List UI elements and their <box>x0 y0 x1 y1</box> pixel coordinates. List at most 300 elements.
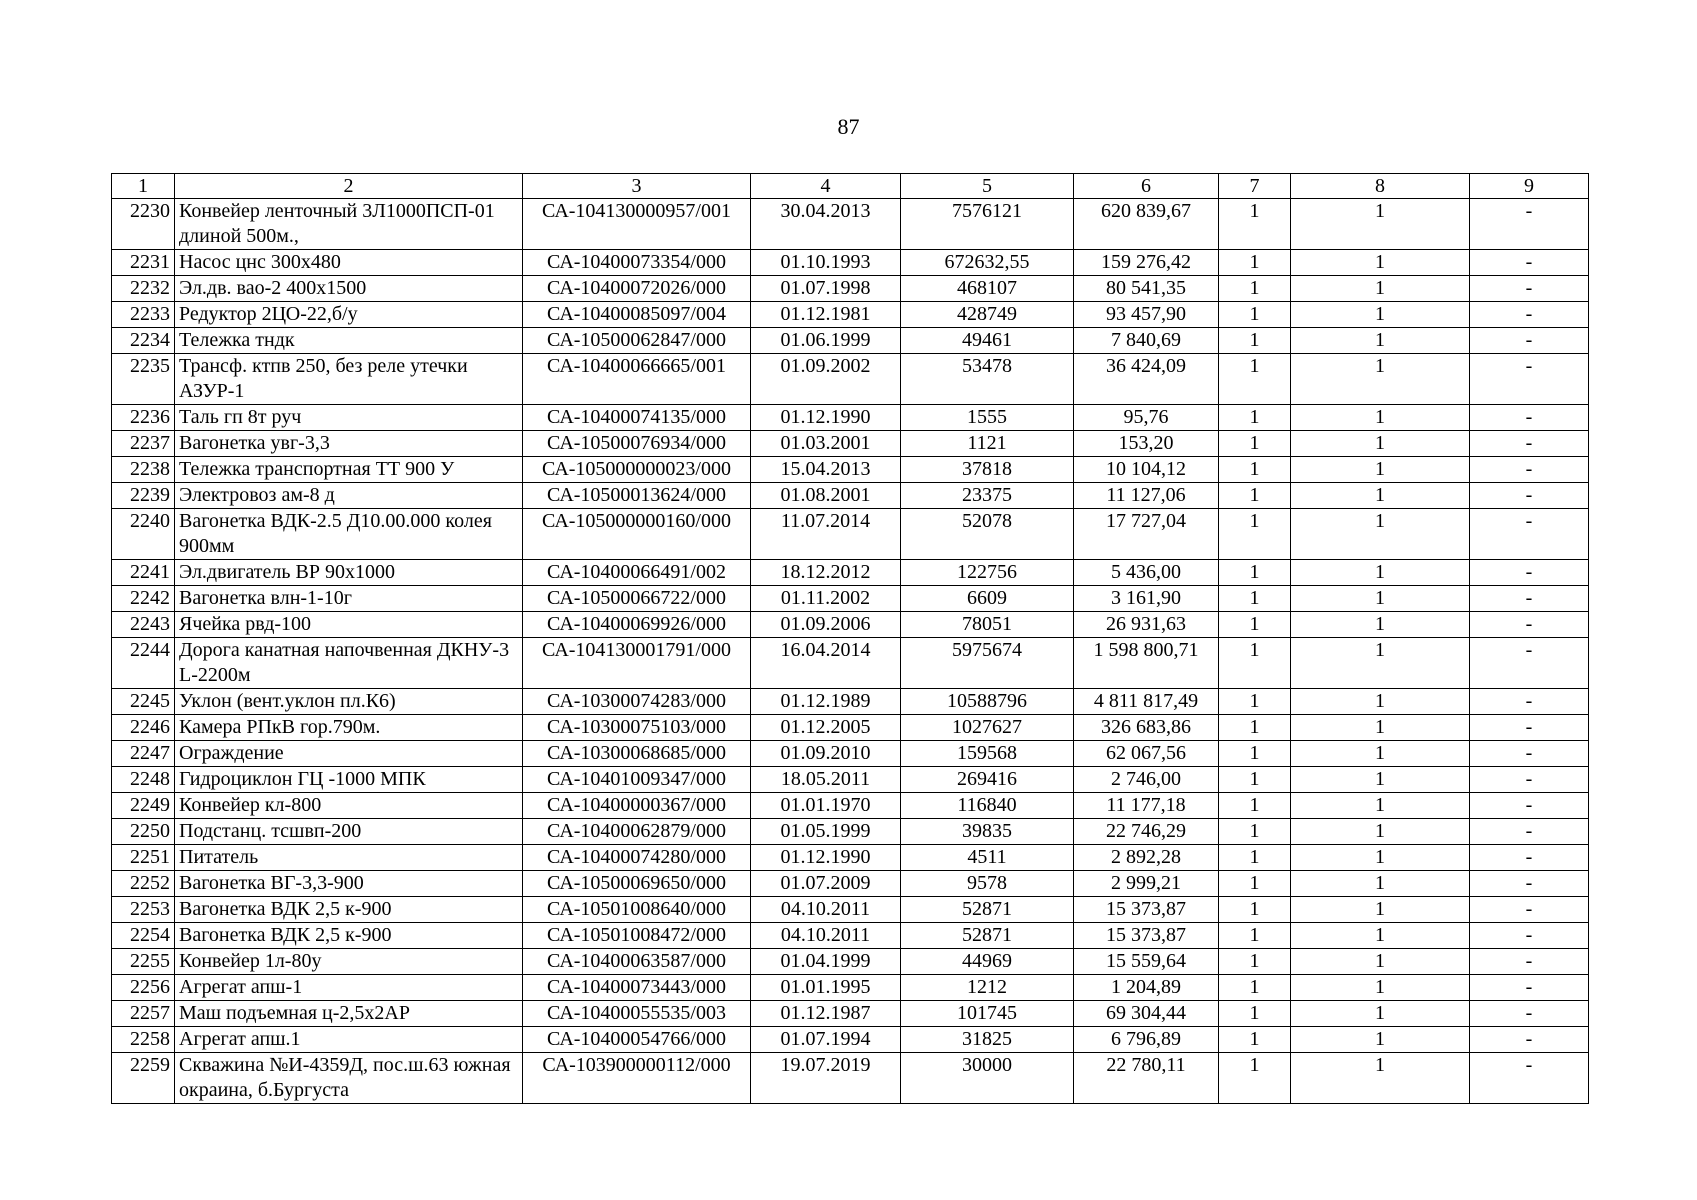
row-number-cell: 2242 <box>112 586 175 612</box>
date-cell: 16.04.2014 <box>751 638 901 689</box>
quantity-cell: 1 <box>1291 560 1470 586</box>
initial-cost-cell: 122756 <box>901 560 1074 586</box>
table-row <box>112 457 1589 483</box>
inventory-number-cell: СА-10400073354/000 <box>523 250 751 276</box>
initial-cost-cell: 49461 <box>901 328 1074 354</box>
quantity-cell: 1 <box>1219 612 1291 638</box>
date-cell: 01.09.2002 <box>751 354 901 405</box>
quantity-cell: 1 <box>1219 715 1291 741</box>
date-cell: 11.07.2014 <box>751 509 901 560</box>
inventory-number-cell: СА-104130001791/000 <box>523 638 751 689</box>
residual-cost-cell: 326 683,86 <box>1074 715 1219 741</box>
table-row <box>112 328 1589 354</box>
column-header: 8 <box>1291 174 1470 199</box>
quantity-cell: 1 <box>1219 1053 1291 1104</box>
quantity-cell: 1 <box>1291 276 1470 302</box>
residual-cost-cell: 22 746,29 <box>1074 819 1219 845</box>
quantity-cell: 1 <box>1219 1001 1291 1027</box>
inventory-number-cell: СА-10400069926/000 <box>523 612 751 638</box>
quantity-cell: 1 <box>1291 975 1470 1001</box>
item-name-cell: Эл.дв. вао-2 400х1500 <box>175 276 523 302</box>
table-row <box>112 741 1589 767</box>
inventory-number-cell: СА-10400055535/003 <box>523 1001 751 1027</box>
initial-cost-cell: 6609 <box>901 586 1074 612</box>
table-row <box>112 354 1589 405</box>
column-header: 1 <box>112 174 175 199</box>
date-cell: 01.12.2005 <box>751 715 901 741</box>
note-cell: - <box>1470 793 1589 819</box>
inventory-number-cell: СА-10400085097/004 <box>523 302 751 328</box>
quantity-cell: 1 <box>1219 975 1291 1001</box>
note-cell: - <box>1470 457 1589 483</box>
date-cell: 01.09.2006 <box>751 612 901 638</box>
row-number-cell: 2243 <box>112 612 175 638</box>
quantity-cell: 1 <box>1291 199 1470 250</box>
note-cell: - <box>1470 586 1589 612</box>
item-name-cell: Подстанц. тсшвп-200 <box>175 819 523 845</box>
quantity-cell: 1 <box>1219 483 1291 509</box>
initial-cost-cell: 7576121 <box>901 199 1074 250</box>
quantity-cell: 1 <box>1219 741 1291 767</box>
item-name-cell: Маш подъемная ц-2,5х2АР <box>175 1001 523 1027</box>
row-number-cell: 2250 <box>112 819 175 845</box>
initial-cost-cell: 52871 <box>901 897 1074 923</box>
row-number-cell: 2248 <box>112 767 175 793</box>
table-row <box>112 638 1589 689</box>
date-cell: 01.07.1994 <box>751 1027 901 1053</box>
date-cell: 01.05.1999 <box>751 819 901 845</box>
column-header: 3 <box>523 174 751 199</box>
date-cell: 01.01.1995 <box>751 975 901 1001</box>
residual-cost-cell: 5 436,00 <box>1074 560 1219 586</box>
note-cell: - <box>1470 923 1589 949</box>
table-row <box>112 871 1589 897</box>
quantity-cell: 1 <box>1219 845 1291 871</box>
quantity-cell: 1 <box>1291 923 1470 949</box>
residual-cost-cell: 62 067,56 <box>1074 741 1219 767</box>
note-cell: - <box>1470 250 1589 276</box>
quantity-cell: 1 <box>1219 560 1291 586</box>
date-cell: 04.10.2011 <box>751 923 901 949</box>
note-cell: - <box>1470 819 1589 845</box>
table-row <box>112 923 1589 949</box>
quantity-cell: 1 <box>1291 689 1470 715</box>
row-number-cell: 2256 <box>112 975 175 1001</box>
residual-cost-cell: 6 796,89 <box>1074 1027 1219 1053</box>
item-name-cell: Питатель <box>175 845 523 871</box>
note-cell: - <box>1470 871 1589 897</box>
row-number-cell: 2244 <box>112 638 175 689</box>
residual-cost-cell: 7 840,69 <box>1074 328 1219 354</box>
initial-cost-cell: 1027627 <box>901 715 1074 741</box>
quantity-cell: 1 <box>1291 715 1470 741</box>
inventory-number-cell: СА-103900000112/000 <box>523 1053 751 1104</box>
item-name-cell: Эл.двигатель ВР 90х1000 <box>175 560 523 586</box>
residual-cost-cell: 36 424,09 <box>1074 354 1219 405</box>
table-row <box>112 1027 1589 1053</box>
initial-cost-cell: 269416 <box>901 767 1074 793</box>
note-cell: - <box>1470 405 1589 431</box>
inventory-number-cell: СА-10501008640/000 <box>523 897 751 923</box>
inventory-number-cell: СА-10500066722/000 <box>523 586 751 612</box>
item-name-cell: Агрегат апш-1 <box>175 975 523 1001</box>
item-name-cell: Дорога канатная напочвенная ДКНУ-3 L-2200м <box>175 638 523 689</box>
row-number-cell: 2232 <box>112 276 175 302</box>
date-cell: 01.08.2001 <box>751 483 901 509</box>
inventory-number-cell: СА-10300075103/000 <box>523 715 751 741</box>
inventory-number-cell: СА-10400054766/000 <box>523 1027 751 1053</box>
initial-cost-cell: 428749 <box>901 302 1074 328</box>
quantity-cell: 1 <box>1291 1001 1470 1027</box>
inventory-number-cell: СА-10500013624/000 <box>523 483 751 509</box>
quantity-cell: 1 <box>1219 819 1291 845</box>
inventory-number-cell: СА-10400062879/000 <box>523 819 751 845</box>
item-name-cell: Насос цнс 300х480 <box>175 250 523 276</box>
table-row <box>112 483 1589 509</box>
item-name-cell: Трансф. ктпв 250, без реле утечки АЗУР-1 <box>175 354 523 405</box>
note-cell: - <box>1470 1001 1589 1027</box>
quantity-cell: 1 <box>1219 923 1291 949</box>
table-row <box>112 975 1589 1001</box>
residual-cost-cell: 17 727,04 <box>1074 509 1219 560</box>
quantity-cell: 1 <box>1291 897 1470 923</box>
item-name-cell: Электровоз ам-8 д <box>175 483 523 509</box>
row-number-cell: 2251 <box>112 845 175 871</box>
inventory-number-cell: СА-10400063587/000 <box>523 949 751 975</box>
table-row <box>112 689 1589 715</box>
row-number-cell: 2246 <box>112 715 175 741</box>
item-name-cell: Гидроциклон ГЦ -1000 МПК <box>175 767 523 793</box>
row-number-cell: 2249 <box>112 793 175 819</box>
initial-cost-cell: 52871 <box>901 923 1074 949</box>
residual-cost-cell: 69 304,44 <box>1074 1001 1219 1027</box>
row-number-cell: 2241 <box>112 560 175 586</box>
initial-cost-cell: 468107 <box>901 276 1074 302</box>
initial-cost-cell: 159568 <box>901 741 1074 767</box>
note-cell: - <box>1470 483 1589 509</box>
residual-cost-cell: 15 373,87 <box>1074 897 1219 923</box>
note-cell: - <box>1470 741 1589 767</box>
inventory-number-cell: СА-10400072026/000 <box>523 276 751 302</box>
table-row <box>112 1001 1589 1027</box>
quantity-cell: 1 <box>1291 586 1470 612</box>
quantity-cell: 1 <box>1291 638 1470 689</box>
item-name-cell: Таль гп 8т руч <box>175 405 523 431</box>
date-cell: 01.11.2002 <box>751 586 901 612</box>
date-cell: 01.09.2010 <box>751 741 901 767</box>
inventory-number-cell: СА-10500069650/000 <box>523 871 751 897</box>
note-cell: - <box>1470 689 1589 715</box>
quantity-cell: 1 <box>1291 509 1470 560</box>
quantity-cell: 1 <box>1219 586 1291 612</box>
note-cell: - <box>1470 509 1589 560</box>
row-number-cell: 2240 <box>112 509 175 560</box>
column-header-row <box>112 174 1589 199</box>
quantity-cell: 1 <box>1291 949 1470 975</box>
residual-cost-cell: 1 598 800,71 <box>1074 638 1219 689</box>
initial-cost-cell: 1121 <box>901 431 1074 457</box>
initial-cost-cell: 1555 <box>901 405 1074 431</box>
inventory-table <box>111 173 1589 1104</box>
residual-cost-cell: 93 457,90 <box>1074 302 1219 328</box>
quantity-cell: 1 <box>1291 483 1470 509</box>
initial-cost-cell: 44969 <box>901 949 1074 975</box>
residual-cost-cell: 4 811 817,49 <box>1074 689 1219 715</box>
date-cell: 19.07.2019 <box>751 1053 901 1104</box>
date-cell: 01.07.1998 <box>751 276 901 302</box>
column-header: 6 <box>1074 174 1219 199</box>
quantity-cell: 1 <box>1219 949 1291 975</box>
quantity-cell: 1 <box>1219 405 1291 431</box>
residual-cost-cell: 2 746,00 <box>1074 767 1219 793</box>
item-name-cell: Вагонетка ВГ-3,3-900 <box>175 871 523 897</box>
initial-cost-cell: 672632,55 <box>901 250 1074 276</box>
inventory-number-cell: СА-105000000160/000 <box>523 509 751 560</box>
note-cell: - <box>1470 431 1589 457</box>
table-body <box>112 199 1589 1104</box>
table-row <box>112 612 1589 638</box>
item-name-cell: Уклон (вент.уклон пл.К6) <box>175 689 523 715</box>
quantity-cell: 1 <box>1219 199 1291 250</box>
column-header: 2 <box>175 174 523 199</box>
table-row <box>112 509 1589 560</box>
item-name-cell: Конвейер кл-800 <box>175 793 523 819</box>
date-cell: 01.12.1981 <box>751 302 901 328</box>
row-number-cell: 2257 <box>112 1001 175 1027</box>
item-name-cell: Вагонетка ВДК-2.5 Д10.00.000 колея 900мм <box>175 509 523 560</box>
table-row <box>112 819 1589 845</box>
row-number-cell: 2234 <box>112 328 175 354</box>
residual-cost-cell: 620 839,67 <box>1074 199 1219 250</box>
date-cell: 01.07.2009 <box>751 871 901 897</box>
quantity-cell: 1 <box>1219 638 1291 689</box>
residual-cost-cell: 2 999,21 <box>1074 871 1219 897</box>
residual-cost-cell: 2 892,28 <box>1074 845 1219 871</box>
row-number-cell: 2258 <box>112 1027 175 1053</box>
initial-cost-cell: 78051 <box>901 612 1074 638</box>
initial-cost-cell: 116840 <box>901 793 1074 819</box>
initial-cost-cell: 4511 <box>901 845 1074 871</box>
date-cell: 18.05.2011 <box>751 767 901 793</box>
residual-cost-cell: 11 177,18 <box>1074 793 1219 819</box>
note-cell: - <box>1470 949 1589 975</box>
note-cell: - <box>1470 354 1589 405</box>
table-row <box>112 302 1589 328</box>
quantity-cell: 1 <box>1291 767 1470 793</box>
quantity-cell: 1 <box>1291 405 1470 431</box>
item-name-cell: Камера РПкВ гор.790м. <box>175 715 523 741</box>
table-row <box>112 949 1589 975</box>
item-name-cell: Тележка транспортная ТТ 900 У <box>175 457 523 483</box>
date-cell: 01.12.1990 <box>751 845 901 871</box>
item-name-cell: Вагонетка увг-3,3 <box>175 431 523 457</box>
inventory-number-cell: СА-105000000023/000 <box>523 457 751 483</box>
column-header: 7 <box>1219 174 1291 199</box>
residual-cost-cell: 95,76 <box>1074 405 1219 431</box>
row-number-cell: 2245 <box>112 689 175 715</box>
note-cell: - <box>1470 302 1589 328</box>
quantity-cell: 1 <box>1291 741 1470 767</box>
residual-cost-cell: 159 276,42 <box>1074 250 1219 276</box>
row-number-cell: 2255 <box>112 949 175 975</box>
item-name-cell: Конвейер ленточный 3Л1000ПСП-01 длиной 500м., <box>175 199 523 250</box>
table-row <box>112 897 1589 923</box>
note-cell: - <box>1470 715 1589 741</box>
row-number-cell: 2252 <box>112 871 175 897</box>
quantity-cell: 1 <box>1291 793 1470 819</box>
residual-cost-cell: 22 780,11 <box>1074 1053 1219 1104</box>
inventory-number-cell: СА-10400074280/000 <box>523 845 751 871</box>
column-header: 9 <box>1470 174 1589 199</box>
inventory-number-cell: СА-10300074283/000 <box>523 689 751 715</box>
quantity-cell: 1 <box>1219 276 1291 302</box>
date-cell: 30.04.2013 <box>751 199 901 250</box>
inventory-number-cell: СА-10500076934/000 <box>523 431 751 457</box>
initial-cost-cell: 101745 <box>901 1001 1074 1027</box>
quantity-cell: 1 <box>1219 431 1291 457</box>
column-header: 5 <box>901 174 1074 199</box>
quantity-cell: 1 <box>1291 250 1470 276</box>
quantity-cell: 1 <box>1219 354 1291 405</box>
item-name-cell: Конвейер 1л-80у <box>175 949 523 975</box>
quantity-cell: 1 <box>1291 871 1470 897</box>
inventory-number-cell: СА-10500062847/000 <box>523 328 751 354</box>
initial-cost-cell: 37818 <box>901 457 1074 483</box>
quantity-cell: 1 <box>1219 302 1291 328</box>
initial-cost-cell: 1212 <box>901 975 1074 1001</box>
table-row <box>112 586 1589 612</box>
quantity-cell: 1 <box>1219 457 1291 483</box>
table-row <box>112 560 1589 586</box>
initial-cost-cell: 23375 <box>901 483 1074 509</box>
item-name-cell: Вагонетка ВДК 2,5 к-900 <box>175 897 523 923</box>
note-cell: - <box>1470 975 1589 1001</box>
table-row <box>112 405 1589 431</box>
table-row <box>112 1053 1589 1104</box>
note-cell: - <box>1470 199 1589 250</box>
note-cell: - <box>1470 612 1589 638</box>
note-cell: - <box>1470 845 1589 871</box>
inventory-number-cell: СА-10400000367/000 <box>523 793 751 819</box>
item-name-cell: Редуктор 2ЦО-22,б/у <box>175 302 523 328</box>
date-cell: 01.04.1999 <box>751 949 901 975</box>
note-cell: - <box>1470 897 1589 923</box>
note-cell: - <box>1470 560 1589 586</box>
inventory-number-cell: СА-104130000957/001 <box>523 199 751 250</box>
inventory-number-cell: СА-10400074135/000 <box>523 405 751 431</box>
row-number-cell: 2239 <box>112 483 175 509</box>
quantity-cell: 1 <box>1219 1027 1291 1053</box>
date-cell: 01.03.2001 <box>751 431 901 457</box>
residual-cost-cell: 15 559,64 <box>1074 949 1219 975</box>
page-number: 87 <box>837 114 860 139</box>
residual-cost-cell: 26 931,63 <box>1074 612 1219 638</box>
row-number-cell: 2253 <box>112 897 175 923</box>
item-name-cell: Ячейка рвд-100 <box>175 612 523 638</box>
initial-cost-cell: 9578 <box>901 871 1074 897</box>
residual-cost-cell: 11 127,06 <box>1074 483 1219 509</box>
table-row <box>112 845 1589 871</box>
row-number-cell: 2238 <box>112 457 175 483</box>
quantity-cell: 1 <box>1219 897 1291 923</box>
table-row <box>112 793 1589 819</box>
table-row <box>112 431 1589 457</box>
inventory-number-cell: СА-10300068685/000 <box>523 741 751 767</box>
residual-cost-cell: 15 373,87 <box>1074 923 1219 949</box>
row-number-cell: 2254 <box>112 923 175 949</box>
residual-cost-cell: 3 161,90 <box>1074 586 1219 612</box>
quantity-cell: 1 <box>1291 819 1470 845</box>
initial-cost-cell: 53478 <box>901 354 1074 405</box>
row-number-cell: 2233 <box>112 302 175 328</box>
date-cell: 01.06.1999 <box>751 328 901 354</box>
item-name-cell: Агрегат апш.1 <box>175 1027 523 1053</box>
date-cell: 01.12.1990 <box>751 405 901 431</box>
inventory-number-cell: СА-10501008472/000 <box>523 923 751 949</box>
residual-cost-cell: 80 541,35 <box>1074 276 1219 302</box>
table-row <box>112 767 1589 793</box>
table-row <box>112 276 1589 302</box>
inventory-number-cell: СА-10401009347/000 <box>523 767 751 793</box>
quantity-cell: 1 <box>1291 1027 1470 1053</box>
quantity-cell: 1 <box>1291 457 1470 483</box>
table-row <box>112 199 1589 250</box>
note-cell: - <box>1470 638 1589 689</box>
date-cell: 01.01.1970 <box>751 793 901 819</box>
row-number-cell: 2235 <box>112 354 175 405</box>
quantity-cell: 1 <box>1291 612 1470 638</box>
item-name-cell: Ограждение <box>175 741 523 767</box>
quantity-cell: 1 <box>1291 431 1470 457</box>
quantity-cell: 1 <box>1291 1053 1470 1104</box>
quantity-cell: 1 <box>1219 689 1291 715</box>
inventory-number-cell: СА-10400066665/001 <box>523 354 751 405</box>
item-name-cell: Вагонетка влн-1-10г <box>175 586 523 612</box>
initial-cost-cell: 39835 <box>901 819 1074 845</box>
initial-cost-cell: 52078 <box>901 509 1074 560</box>
quantity-cell: 1 <box>1219 509 1291 560</box>
note-cell: - <box>1470 767 1589 793</box>
item-name-cell: Тележка тндк <box>175 328 523 354</box>
quantity-cell: 1 <box>1291 302 1470 328</box>
date-cell: 04.10.2011 <box>751 897 901 923</box>
initial-cost-cell: 31825 <box>901 1027 1074 1053</box>
item-name-cell: Вагонетка ВДК 2,5 к-900 <box>175 923 523 949</box>
quantity-cell: 1 <box>1219 250 1291 276</box>
residual-cost-cell: 1 204,89 <box>1074 975 1219 1001</box>
initial-cost-cell: 5975674 <box>901 638 1074 689</box>
row-number-cell: 2231 <box>112 250 175 276</box>
quantity-cell: 1 <box>1219 793 1291 819</box>
row-number-cell: 2237 <box>112 431 175 457</box>
row-number-cell: 2236 <box>112 405 175 431</box>
table-row <box>112 715 1589 741</box>
quantity-cell: 1 <box>1219 767 1291 793</box>
quantity-cell: 1 <box>1291 845 1470 871</box>
initial-cost-cell: 10588796 <box>901 689 1074 715</box>
quantity-cell: 1 <box>1291 328 1470 354</box>
initial-cost-cell: 30000 <box>901 1053 1074 1104</box>
inventory-number-cell: СА-10400066491/002 <box>523 560 751 586</box>
table-row <box>112 250 1589 276</box>
item-name-cell: Скважина №И-4359Д, пос.ш.63 южная окраина, б.Бургуста <box>175 1053 523 1104</box>
date-cell: 15.04.2013 <box>751 457 901 483</box>
residual-cost-cell: 153,20 <box>1074 431 1219 457</box>
residual-cost-cell: 10 104,12 <box>1074 457 1219 483</box>
note-cell: - <box>1470 276 1589 302</box>
note-cell: - <box>1470 328 1589 354</box>
quantity-cell: 1 <box>1291 354 1470 405</box>
